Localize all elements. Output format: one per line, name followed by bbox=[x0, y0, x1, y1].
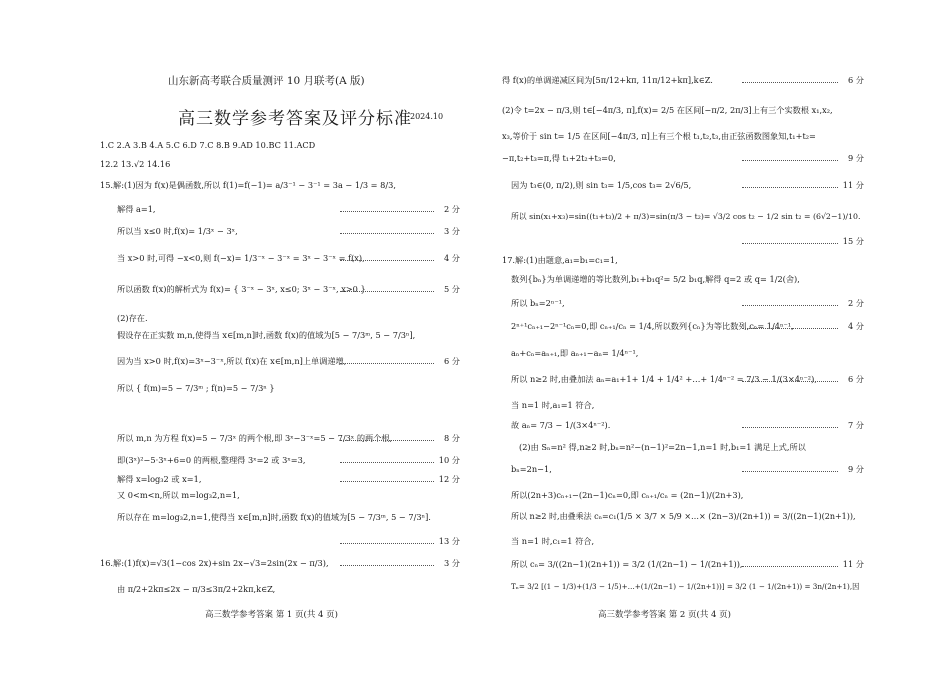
score-mark: 6 分 bbox=[444, 356, 460, 366]
answer-line: 所以(2n+3)cₙ₊₁−(2n−1)cₙ=0,即 cₙ₊₁/cₙ = (2n−1)/(2n+3), bbox=[511, 490, 744, 500]
answer-line: 所以函数 f(x)的解析式为 f(x)= { 3⁻ˣ − 3ˣ, x≤0; 3ˣ − 3⁻ˣ, x>0 } bbox=[117, 284, 366, 294]
answer-line: (2)存在. bbox=[117, 313, 148, 323]
leader-dots bbox=[742, 421, 838, 428]
score-mark: 7 分 bbox=[848, 420, 864, 430]
score-mark: 3 分 bbox=[444, 226, 460, 236]
leader-dots bbox=[742, 237, 838, 244]
leader-dots bbox=[340, 559, 434, 566]
score-mark: 2 分 bbox=[444, 204, 460, 214]
exam-date: 2024.10 bbox=[410, 112, 444, 121]
answer-line: 所以 bₙ=2ⁿ⁻¹, bbox=[511, 298, 565, 308]
answer-line: 当 x>0 时,可得 −x<0,则 f(−x)= 1/3⁻ˣ − 3⁻ˣ = 3ˣ − 3⁻ˣ = f(x), bbox=[117, 253, 365, 263]
score-mark: 6 分 bbox=[848, 374, 864, 384]
leader-dots bbox=[742, 181, 838, 188]
score-mark: 13 分 bbox=[438, 536, 460, 546]
answer-line: 所以 m,n 为方程 f(x)=5 − 7/3ˣ 的两个根,即 3ˣ−3⁻ˣ=5 − 7/3ˣ 的两个根, bbox=[117, 433, 393, 443]
choice-answers: 1.C 2.A 3.B 4.A 5.C 6.D 7.C 8.B 9.AD 10.BC 11.ACD bbox=[100, 140, 316, 150]
page-title: 高三数学参考答案及评分标准 bbox=[178, 109, 412, 129]
score-mark: 6 分 bbox=[848, 75, 864, 85]
answer-line: −π,t₂+t₃=π,得 t₁+2t₂+t₃=0, bbox=[502, 153, 616, 163]
score-mark: 15 分 bbox=[842, 236, 864, 246]
leader-dots bbox=[340, 434, 434, 441]
leader-dots bbox=[340, 285, 434, 292]
score-mark: 9 分 bbox=[848, 153, 864, 163]
fill-answers: 12.2 13.√2 14.16 bbox=[100, 159, 171, 169]
score-mark: 5 分 bbox=[444, 284, 460, 294]
answer-line: 2ⁿ⁺¹cₙ₊₁−2ⁿ⁻¹cₙ=0,即 cₙ₊₁/cₙ = 1/4,所以数列{cₙ}为等比数列,cₙ= 1/4ⁿ⁻¹, bbox=[511, 321, 794, 331]
answer-line: 所以 sin(x₁+x₃)=sin((t₁+t₃)/2 + π/3)=sin(π/3 − t₂)= √3/2 cos t₂ − 1/2 sin t₂ = (6√2−1)/10. bbox=[511, 212, 861, 221]
leader-dots bbox=[742, 465, 838, 472]
score-mark: 8 分 bbox=[444, 433, 460, 443]
leader-dots bbox=[340, 475, 434, 482]
right-column bbox=[502, 0, 864, 673]
answer-line: 所以 n≥2 时,由叠乘法 cₙ=c₁(1/5 × 3/7 × 5/9 ×…× (2n−3)/(2n+1)) = 3/((2n−1)(2n+1)), bbox=[511, 512, 856, 521]
answer-line: 解得 a=1, bbox=[117, 204, 156, 214]
answer-line: 又 0<m<n,所以 m=log₃2,n=1, bbox=[117, 490, 240, 500]
answer-line: 16.解:(1)f(x)=√3(1−cos 2x)+sin 2x−√3=2sin(2x − π/3), bbox=[100, 558, 329, 568]
leader-dots bbox=[742, 299, 838, 306]
answer-line: 所以当 x≤0 时,f(x)= 1/3ˣ − 3ˣ, bbox=[117, 226, 238, 236]
score-mark: 9 分 bbox=[848, 464, 864, 474]
answer-line: 即(3ˣ)²−5·3ˣ+6=0 的两根,整理得 3ˣ=2 或 3ˣ=3, bbox=[117, 455, 306, 465]
score-mark: 10 分 bbox=[438, 455, 460, 465]
answer-line: 所以 { f(m)=5 − 7/3ᵐ ; f(n)=5 − 7/3ⁿ } bbox=[117, 383, 275, 393]
answer-line: x₃,等价于 sin t= 1/5 在区间[−4π/3, π]上有三个根 t₁,t₂,t₃,由正弦函数图象知,t₁+t₂= bbox=[502, 131, 816, 141]
answer-line: 所以 cₙ= 3/((2n−1)(2n+1)) = 3/2 (1/(2n−1) − 1/(2n+1)), bbox=[511, 559, 743, 569]
answer-line: 故 aₙ= 7/3 − 1/(3×4ⁿ⁻²). bbox=[511, 420, 611, 430]
leader-dots bbox=[340, 205, 434, 212]
answer-line: 当 n=1 时,a₁=1 符合, bbox=[511, 400, 595, 410]
answer-line: 得 f(x)的单调递减区间为[5π/12+kπ, 11π/12+kπ],k∈Z. bbox=[502, 75, 713, 85]
answer-line: 15.解:(1)因为 f(x)是偶函数,所以 f(1)=f(−1)= a/3⁻¹ − 3⁻¹ = 3a − 1/3 = 8/3, bbox=[100, 180, 396, 190]
leader-dots bbox=[742, 375, 838, 382]
answer-line: 数列{bₙ}为单调递增的等比数列,b₁+b₁q²= 5/2 b₁q,解得 q=2 或 q= 1/2(舍), bbox=[511, 274, 800, 284]
leader-dots bbox=[340, 227, 434, 234]
answer-line: 所以存在 m=log₃2,n=1,使得当 x∈[m,n]时,函数 f(x)的值域为[5 − 7/3ᵐ, 5 − 7/3ⁿ]. bbox=[117, 512, 431, 522]
left-column bbox=[100, 0, 460, 673]
answer-line: 因为当 x>0 时,f(x)=3ˣ−3⁻ˣ,所以 f(x)在 x∈[m,n]上单调递增, bbox=[117, 356, 347, 366]
answer-line: 假设存在正实数 m,n,使得当 x∈[m,n]时,函数 f(x)的值域为[5 − 7/3ᵐ, 5 − 7/3ⁿ], bbox=[117, 330, 416, 340]
leader-dots bbox=[742, 76, 838, 83]
page-footer-2: 高三数学参考答案 第 2 页(共 4 页) bbox=[598, 610, 731, 620]
leader-dots bbox=[742, 322, 838, 329]
score-mark: 4 分 bbox=[848, 321, 864, 331]
answer-line: 解得 x=log₃2 或 x=1, bbox=[117, 474, 202, 484]
answer-line: 所以 n≥2 时,由叠加法 aₙ=a₁+1+ 1/4 + 1/4² +…+ 1/4ⁿ⁻² = 7/3 − 1/(3×4ⁿ⁻²), bbox=[511, 374, 817, 384]
answer-line: (2)令 t=2x − π/3,则 t∈[−4π/3, π],f(x)= 2/5 在区间[−π/2, 2π/3]上有三个实数根 x₁,x₂, bbox=[502, 105, 833, 115]
leader-dots bbox=[340, 456, 434, 463]
leader-dots bbox=[742, 154, 838, 161]
score-mark: 4 分 bbox=[444, 253, 460, 263]
answer-line: bₙ=2n−1, bbox=[511, 464, 552, 474]
leader-dots bbox=[340, 357, 434, 364]
answer-line: 17.解:(1)由题意,a₁=b₁=c₁=1, bbox=[502, 255, 618, 265]
score-mark: 12 分 bbox=[438, 474, 460, 484]
answer-line: 由 π/2+2kπ≤2x − π/3≤3π/2+2kπ,k∈Z, bbox=[117, 584, 276, 594]
answer-line: 因为 t₃∈(0, π/2),则 sin t₃= 1/5,cos t₃= 2√6/5, bbox=[511, 180, 692, 190]
leader-dots bbox=[340, 254, 434, 261]
answer-line: Tₙ= 3/2 [(1 − 1/3)+(1/3 − 1/5)+…+(1/(2n−1) − 1/(2n+1))] = 3/2 (1 − 1/(2n+1)) = 3n/(2n+1),因 bbox=[511, 582, 860, 591]
leader-dots bbox=[742, 560, 838, 567]
answer-line: 当 n=1 时,c₁=1 符合, bbox=[511, 536, 595, 546]
score-mark: 11 分 bbox=[842, 559, 864, 569]
leader-dots bbox=[340, 537, 434, 544]
page-footer-1: 高三数学参考答案 第 1 页(共 4 页) bbox=[205, 610, 338, 620]
score-mark: 2 分 bbox=[848, 298, 864, 308]
answer-line: (2)由 Sₙ=n² 得,n≥2 时,bₙ=n²−(n−1)²=2n−1,n=1 时,b₁=1 满足上式,所以 bbox=[519, 442, 806, 452]
score-mark: 3 分 bbox=[444, 558, 460, 568]
exam-name: 山东新高考联合质量测评 10 月联考(A 版) bbox=[168, 75, 365, 87]
score-mark: 11 分 bbox=[842, 180, 864, 190]
answer-line: aₙ+cₙ=aₙ₊₁,即 aₙ₊₁−aₙ= 1/4ⁿ⁻¹, bbox=[511, 348, 639, 358]
